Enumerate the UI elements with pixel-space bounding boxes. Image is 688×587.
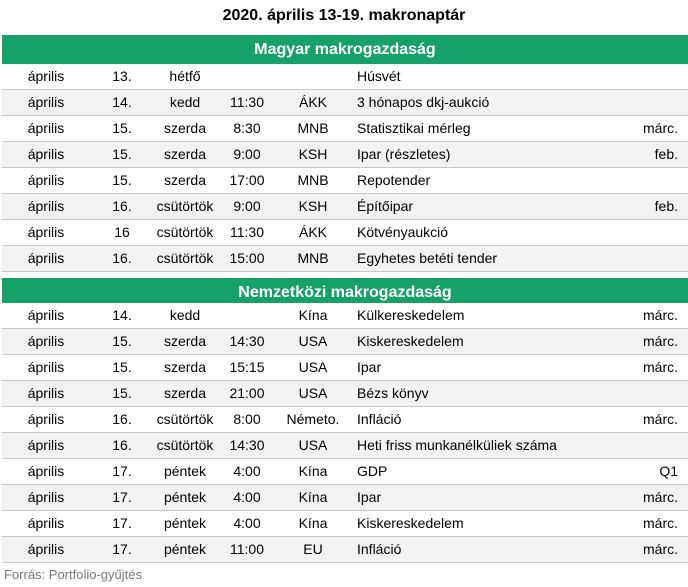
- table-row: [2, 329, 688, 355]
- day-cell: 15.: [112, 333, 132, 349]
- international-events-table: [2, 303, 688, 563]
- event-cell: Bézs könyv: [357, 385, 429, 401]
- month-cell: április: [27, 541, 65, 557]
- weekday-cell: csütörtök: [156, 411, 214, 427]
- period-cell: Q1: [659, 463, 678, 479]
- event-cell: Építőipar: [357, 198, 414, 214]
- month-cell: április: [27, 437, 65, 453]
- month-cell: április: [27, 224, 65, 240]
- source-cell: MNB: [297, 172, 329, 188]
- day-cell: 16.: [112, 198, 132, 214]
- time-cell: 21:00: [229, 385, 265, 401]
- weekday-cell: szerda: [163, 359, 207, 375]
- table-row: [2, 381, 688, 407]
- table-row: [2, 142, 688, 168]
- source-cell: ÁKK: [298, 224, 327, 240]
- month-cell: április: [27, 250, 65, 266]
- source-cell: EU: [303, 541, 323, 557]
- table-row: [2, 64, 688, 90]
- weekday-cell: szerda: [163, 385, 207, 401]
- source-cell: Kína: [298, 463, 328, 479]
- day-cell: 17.: [112, 515, 132, 531]
- month-cell: április: [27, 307, 65, 323]
- event-cell: GDP: [357, 463, 388, 479]
- month-cell: április: [27, 120, 65, 136]
- source-cell: USA: [298, 385, 328, 401]
- day-cell: 17.: [112, 463, 132, 479]
- section-header-hungarian: Magyar makrogazdaság: [2, 35, 688, 64]
- source-cell: ÁKK: [298, 94, 327, 110]
- table-row: [2, 433, 688, 459]
- table-row: [2, 407, 688, 433]
- time-cell: 8:00: [233, 411, 261, 427]
- source-cell: KSH: [298, 198, 328, 214]
- hungarian-events-table: [2, 64, 688, 272]
- month-cell: április: [27, 198, 65, 214]
- period-cell: feb.: [654, 146, 678, 162]
- table-row: [2, 116, 688, 142]
- table-row: [2, 355, 688, 381]
- event-cell: Külkereskedelem: [357, 307, 465, 323]
- weekday-cell: szerda: [163, 120, 207, 136]
- table-row: [2, 168, 688, 194]
- source-footnote: Forrás: Portfolio-gyűjtés: [4, 567, 142, 582]
- day-cell: 16.: [112, 411, 132, 427]
- time-cell: 8:30: [233, 120, 261, 136]
- event-cell: Kiskereskedelem: [357, 515, 464, 531]
- weekday-cell: csütörtök: [156, 224, 214, 240]
- source-cell: Kína: [298, 489, 328, 505]
- table-row: [2, 90, 688, 116]
- day-cell: 16.: [112, 437, 132, 453]
- time-cell: 17:00: [229, 172, 265, 188]
- source-cell: Kína: [298, 307, 328, 323]
- page-title: 2020. április 13-19. makronaptár: [222, 7, 466, 24]
- month-cell: április: [27, 146, 65, 162]
- period-cell: márc.: [643, 489, 678, 505]
- time-cell: 11:30: [230, 94, 264, 110]
- weekday-cell: péntek: [163, 489, 207, 505]
- period-cell: márc.: [643, 120, 678, 136]
- period-cell: márc.: [643, 515, 678, 531]
- source-cell: USA: [298, 437, 328, 453]
- weekday-cell: kedd: [169, 94, 201, 110]
- source-cell: Németo.: [286, 411, 340, 427]
- day-cell: 14.: [112, 94, 132, 110]
- source-cell: USA: [298, 333, 328, 349]
- day-cell: 16.: [112, 250, 132, 266]
- event-cell: Heti friss munkanélküliek száma: [357, 437, 557, 453]
- weekday-cell: szerda: [163, 172, 207, 188]
- period-cell: márc.: [643, 359, 678, 375]
- event-cell: Infláció: [357, 411, 402, 427]
- table-row: [2, 220, 688, 246]
- period-cell: márc.: [643, 541, 678, 557]
- event-cell: Egyhetes betéti tender: [357, 250, 498, 266]
- day-cell: 17.: [112, 541, 132, 557]
- event-cell: Ipar (részletes): [357, 146, 451, 162]
- event-cell: Ipar: [357, 359, 382, 375]
- source-cell: KSH: [298, 146, 328, 162]
- source-cell: MNB: [297, 250, 329, 266]
- event-cell: 3 hónapos dkj-aukció: [357, 94, 490, 110]
- weekday-cell: szerda: [163, 333, 207, 349]
- weekday-cell: szerda: [163, 146, 207, 162]
- source-cell: MNB: [297, 120, 329, 136]
- period-cell: márc.: [643, 411, 678, 427]
- time-cell: 4:00: [233, 463, 261, 479]
- table-row: [2, 537, 688, 563]
- table-row: [2, 485, 688, 511]
- source-cell: USA: [298, 359, 328, 375]
- time-cell: 9:00: [233, 198, 261, 214]
- month-cell: április: [27, 411, 65, 427]
- month-cell: április: [27, 333, 65, 349]
- weekday-cell: csütörtök: [156, 437, 214, 453]
- month-cell: április: [27, 385, 65, 401]
- table-row: [2, 511, 688, 537]
- time-cell: 4:00: [233, 515, 261, 531]
- day-cell: 15.: [112, 359, 132, 375]
- day-cell: 15.: [112, 146, 132, 162]
- period-cell: márc.: [643, 333, 678, 349]
- time-cell: 15:00: [229, 250, 265, 266]
- time-cell: 14:30: [229, 333, 265, 349]
- event-cell: Ipar: [357, 489, 382, 505]
- event-cell: Húsvét: [357, 68, 401, 84]
- table-row: [2, 303, 688, 329]
- time-cell: 9:00: [233, 146, 261, 162]
- weekday-cell: péntek: [163, 463, 207, 479]
- day-cell: 13.: [112, 68, 132, 84]
- day-cell: 14.: [112, 307, 132, 323]
- weekday-cell: hétfő: [169, 68, 201, 84]
- period-cell: márc.: [643, 307, 678, 323]
- time-cell: 14:30: [229, 437, 265, 453]
- weekday-cell: kedd: [169, 307, 201, 323]
- day-cell: 15.: [112, 172, 132, 188]
- period-cell: feb.: [654, 198, 678, 214]
- month-cell: április: [27, 172, 65, 188]
- weekday-cell: csütörtök: [156, 198, 214, 214]
- table-row: [2, 194, 688, 220]
- time-cell: 15:15: [229, 359, 265, 375]
- event-cell: Kiskereskedelem: [357, 333, 464, 349]
- source-cell: Kína: [298, 515, 328, 531]
- weekday-cell: péntek: [163, 541, 207, 557]
- month-cell: április: [27, 359, 65, 375]
- day-cell: 17.: [112, 489, 132, 505]
- day-cell: 15.: [112, 385, 132, 401]
- month-cell: április: [27, 515, 65, 531]
- event-cell: Kötvényaukció: [357, 224, 449, 240]
- time-cell: 11:30: [230, 224, 264, 240]
- time-cell: 11:00: [230, 541, 264, 557]
- time-cell: 4:00: [233, 489, 261, 505]
- event-cell: Repotender: [357, 172, 431, 188]
- event-cell: Statisztikai mérleg: [357, 120, 471, 136]
- day-cell: 15.: [112, 120, 132, 136]
- section-header-international: Nemzetközi makrogazdaság: [2, 278, 688, 307]
- month-cell: április: [27, 463, 65, 479]
- month-cell: április: [27, 489, 65, 505]
- day-cell: 16: [114, 224, 130, 240]
- month-cell: április: [27, 68, 65, 84]
- weekday-cell: péntek: [163, 515, 207, 531]
- month-cell: április: [27, 94, 65, 110]
- weekday-cell: csütörtök: [156, 250, 214, 266]
- table-row: [2, 246, 688, 272]
- table-row: [2, 459, 688, 485]
- event-cell: Infláció: [357, 541, 402, 557]
